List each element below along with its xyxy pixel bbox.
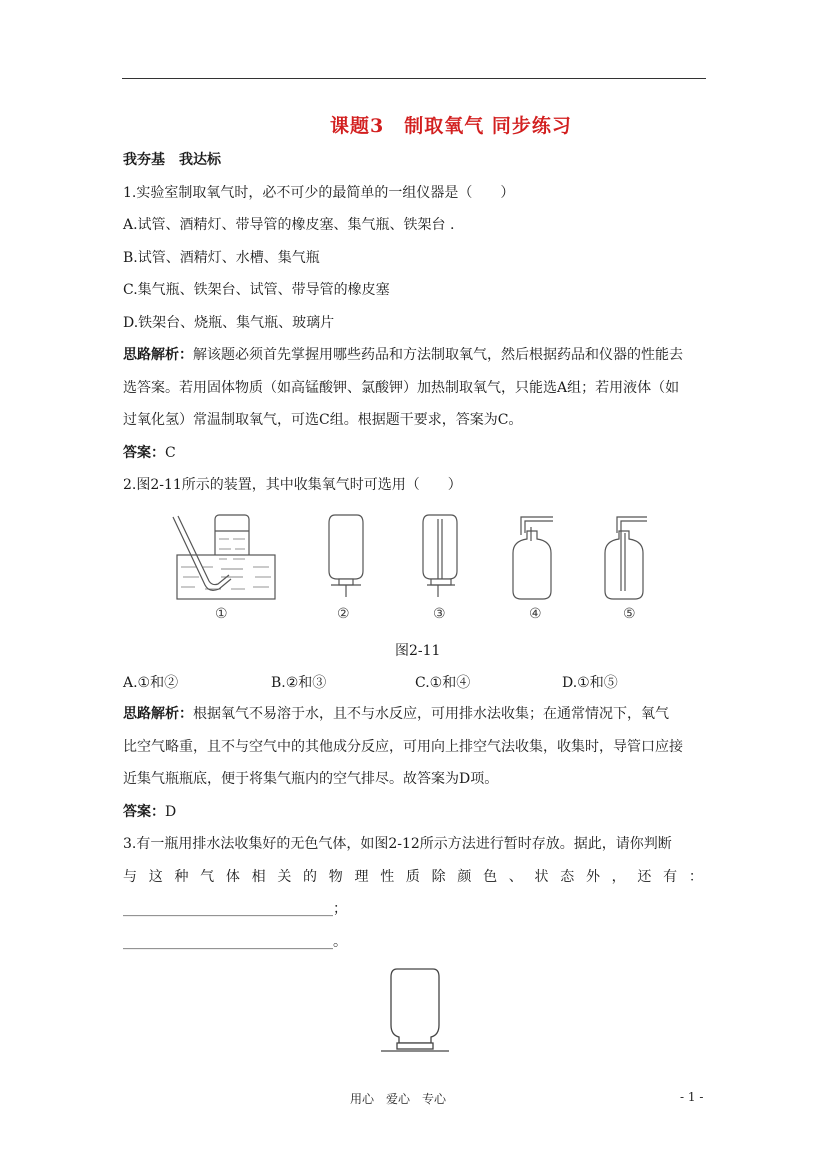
header-rule: [122, 78, 706, 79]
q3-char: 相: [251, 869, 266, 885]
q3-char: 、: [508, 869, 523, 885]
q1-option-d: D.铁架台、烧瓶、集气瓶、玻璃片: [123, 315, 335, 331]
page-number: - 1 -: [680, 1090, 704, 1104]
q2-stem: 2.图2-11所示的装置，其中收集氧气时可选用（ ）: [123, 477, 462, 493]
q2-analysis-line-1: [123, 704, 669, 724]
q2-answer: [123, 802, 176, 822]
q3-char: 这: [148, 869, 163, 885]
figure-2-12: [375, 965, 455, 1057]
q3-char: 性: [380, 869, 395, 885]
q3-char: 与: [123, 869, 137, 885]
figure-label-4: ④: [529, 606, 542, 622]
q3-char: 外: [585, 869, 600, 885]
q1-answer-label: 答案：: [123, 445, 165, 461]
page-title: 课题3 制取氧气 同步练习: [330, 115, 572, 137]
q3-char: 关: [277, 869, 292, 885]
apparatus-1-drawing: [173, 515, 275, 599]
q3-blank-2: ______________________________。: [123, 934, 347, 950]
q2-analysis-label: 思路解析：: [123, 706, 193, 722]
q3-char: 颜: [457, 869, 472, 885]
q1-option-a: A.试管、酒精灯、带导管的橡皮塞、集气瓶、铁架台 .: [123, 217, 455, 233]
q1-answer-value: C: [165, 445, 176, 461]
q3-line-2: [123, 867, 703, 887]
q3-char: 态: [560, 869, 575, 885]
q2-option-a: A.①和②: [123, 675, 179, 691]
q3-line-1: 3.有一瓶用排水法收集好的无色气体，如图2-12所示方法进行暂时存放。据此，请你判断: [123, 836, 672, 852]
q3-char: 种: [174, 869, 189, 885]
q2-analysis-line-2: 比空气略重，且不与空气中的其他成分反应，可用向上排空气法收集，收集时，导管口应接: [123, 739, 683, 755]
q3-char: 体: [225, 869, 240, 885]
q1-option-c: C.集气瓶、铁架台、试管、带导管的橡皮塞: [123, 282, 390, 298]
q1-answer: [123, 443, 176, 463]
q1-analysis-text-1: 解该题必须首先掌握用哪些药品和方法制取氧气，然后根据药品和仪器的性能去: [193, 347, 683, 363]
apparatus-3-drawing: [423, 515, 457, 597]
q3-char: 状: [534, 869, 549, 885]
q2-analysis-text-1: 根据氧气不易溶于水，且不与水反应，可用排水法收集；在通常情况下，氧气: [193, 706, 669, 722]
q3-blank-1: ______________________________；: [123, 901, 347, 917]
q3-char: 有: [663, 869, 678, 885]
q3-char: 理: [354, 869, 369, 885]
figure-2-11: [165, 505, 665, 605]
q2-option-d: D.①和⑤: [562, 675, 618, 691]
apparatus-2-drawing: [329, 515, 363, 597]
section-heading: 我夯基 我达标: [123, 152, 221, 168]
figure-caption-2-11: 图2-11: [395, 643, 441, 659]
q3-char: ：: [688, 869, 703, 885]
figure-label-5: ⑤: [623, 606, 636, 622]
footer-motto: 用心 爱心 专心: [350, 1092, 447, 1106]
q3-char: 的: [303, 869, 318, 885]
q1-analysis-label: 思路解析：: [123, 347, 193, 363]
q2-answer-value: D: [165, 804, 177, 820]
q1-option-b: B.试管、酒精灯、水槽、集气瓶: [123, 250, 320, 266]
apparatus-4-drawing: [513, 517, 553, 599]
q3-char: 还: [637, 869, 652, 885]
q1-analysis-line-3: 过氧化氢）常温制取氧气，可选C组。根据题干要求，答案为C。: [123, 412, 523, 428]
q3-char: 气: [200, 869, 215, 885]
q2-analysis-line-3: 近集气瓶瓶底，便于将集气瓶内的空气排尽。故答案为D项。: [123, 771, 499, 787]
q3-char: ，: [611, 869, 626, 885]
q3-char: 质: [405, 869, 420, 885]
apparatus-5-drawing: [605, 517, 647, 599]
q2-option-c: C.①和④: [415, 675, 471, 691]
figure-label-1: ①: [215, 606, 228, 622]
q1-analysis-line-2: 选答案。若用固体物质（如高锰酸钾、氯酸钾）加热制取氧气，只能选A组；若用液体（如: [123, 380, 680, 396]
q3-char: 除: [431, 869, 446, 885]
figure-label-3: ③: [433, 606, 446, 622]
q1-stem: 1.实验室制取氧气时，必不可少的最简单的一组仪器是（ ）: [123, 185, 515, 201]
q3-char: 物: [328, 869, 343, 885]
figure-label-2: ②: [337, 606, 350, 622]
q2-option-b: B.②和③: [271, 675, 327, 691]
q1-analysis-line-1: [123, 345, 683, 365]
q3-char: 色: [483, 869, 498, 885]
q2-answer-label: 答案：: [123, 804, 165, 820]
